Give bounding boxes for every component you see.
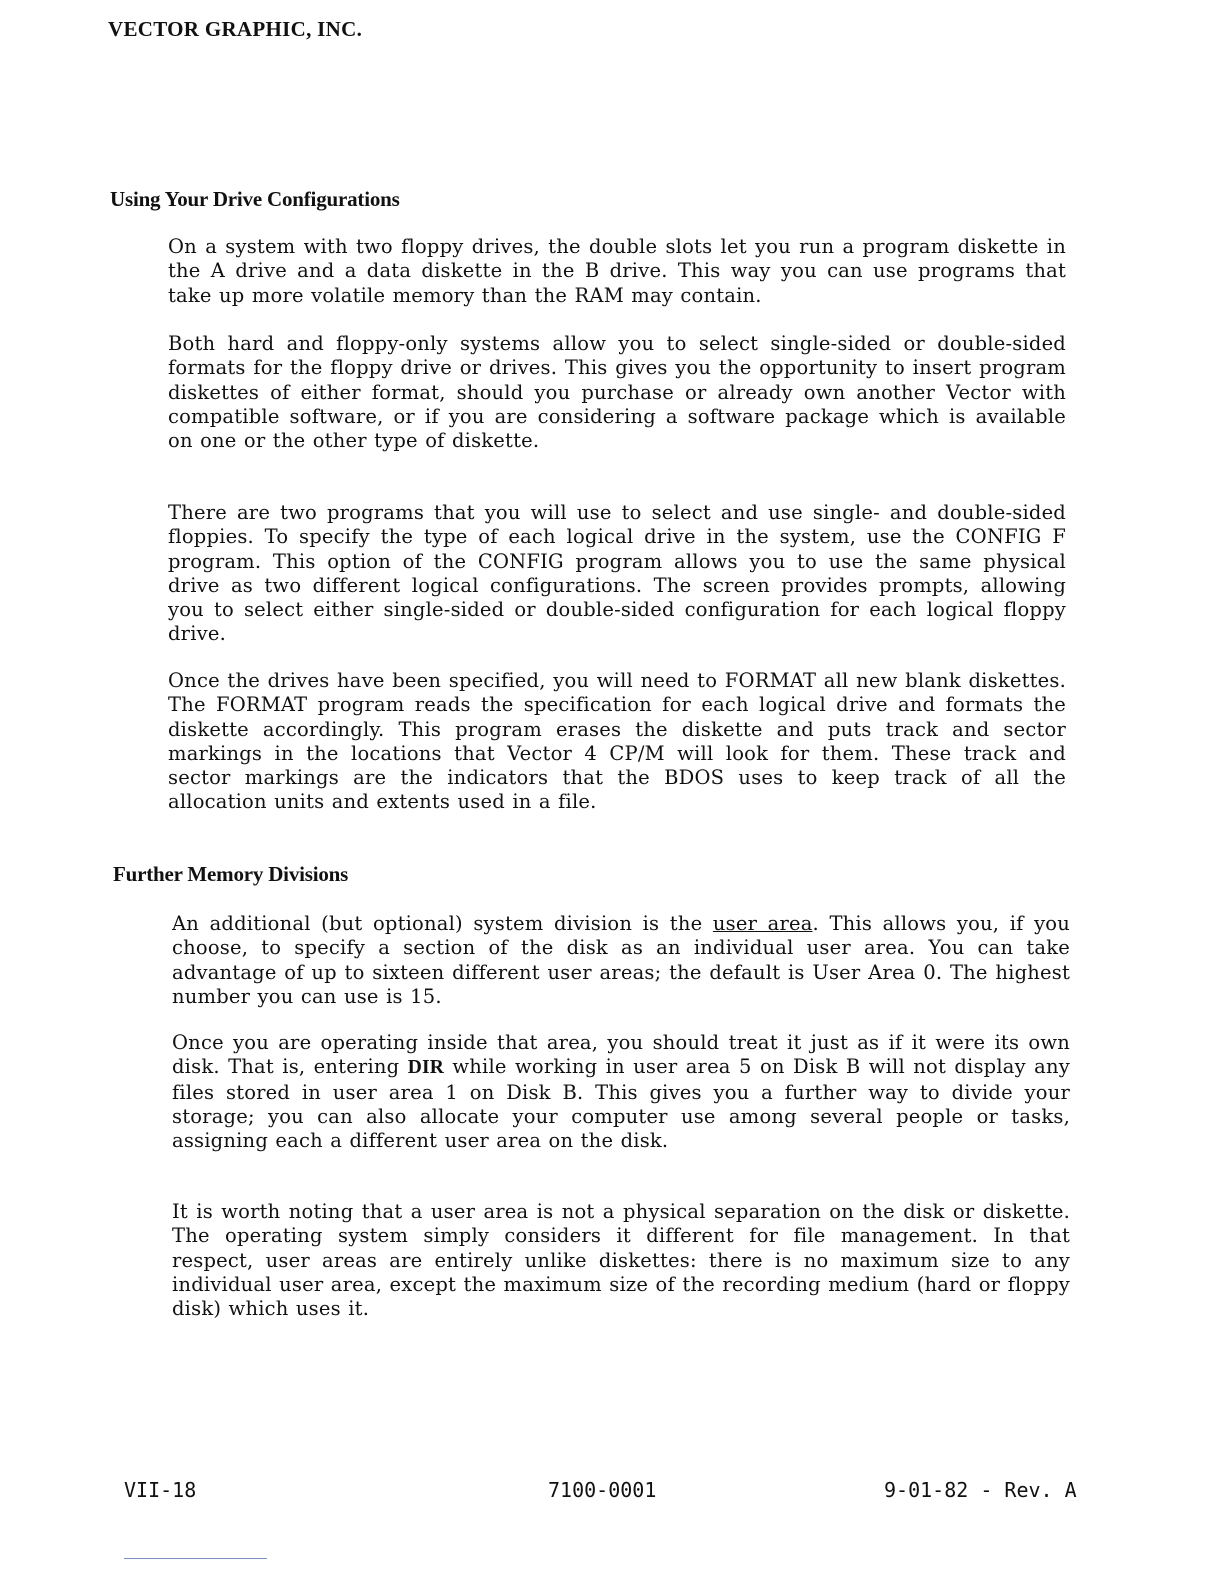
text-run: . This allows you, if you choose, to specify a section of the disk as an individual user area. You can take advantage of up to sixteen different user areas; the default is User Area 0. The highest number you can use is 15. xyxy=(172,912,1070,1008)
document-number: 7100-0001 xyxy=(548,1478,657,1502)
text-run: Once you are operating inside that area, you should treat it just as if it were its own disk. That is, entering xyxy=(172,1031,1070,1079)
page-number: VII-18 xyxy=(124,1478,197,1502)
divider xyxy=(124,1558,267,1559)
section-heading-drive-configurations: Using Your Drive Configurations xyxy=(110,187,400,211)
command-term: DIR xyxy=(407,1057,445,1079)
paragraph: There are two programs that you will use to select and use single- and double-sided floppies. To specify the type of each logical drive in the system, use the CONFIG F program. This option of the CONFIG program allows you to use the same physical drive as two different logical configurations. The screen provides prompts, allowing you to select either single-sided or double-sided configuration for each logical floppy drive. xyxy=(168,501,1066,646)
paragraph: On a system with two floppy drives, the double slots let you run a program diskette in the A drive and a data diskette in the B drive. This way you can use programs that take up more volatile memory than the RAM may contain. xyxy=(168,235,1066,307)
paragraph: It is worth noting that a user area is not a physical separation on the disk or diskette. The operating system simply considers it different for file management. In that respect, user areas are entirely unlike diskettes: there is no maximum size to any individual user area, except the maximum size of the recording medium (hard or floppy disk) which uses it. xyxy=(172,1200,1070,1321)
company-header: VECTOR GRAPHIC, INC. xyxy=(108,17,363,41)
paragraph xyxy=(172,912,1070,1009)
underlined-term: user area xyxy=(712,912,813,935)
text-run: while working in user area 5 on Disk B will not display any files stored in user area 1 on Disk B. This gives you a further way to divide your storage; you can also allocate your computer use among several people or tasks, assigning each a different user area on the disk. xyxy=(172,1055,1070,1153)
revision-date: 9-01-82 - Rev. A xyxy=(884,1478,1077,1502)
text-run: An additional (but optional) system division is the xyxy=(172,912,713,935)
paragraph: Once the drives have been specified, you will need to FORMAT all new blank diskettes. The FORMAT program reads the specification for each logical drive and formats the diskette accordingly. This program erases the diskette and puts track and sector markings in the locations that Vector 4 CP/M will look for them. These track and sector markings are the indicators that the BDOS uses to keep track of all the allocation units and extents used in a file. xyxy=(168,669,1066,814)
paragraph xyxy=(172,1031,1070,1153)
section-heading-memory-divisions: Further Memory Divisions xyxy=(113,862,349,886)
paragraph: Both hard and floppy-only systems allow you to select single-sided or double-sided formats for the floppy drive or drives. This gives you the opportunity to insert program diskettes of either format, should you purchase or already own another Vector with compatible software, or if you are considering a software package which is available on one or the other type of diskette. xyxy=(168,332,1066,453)
